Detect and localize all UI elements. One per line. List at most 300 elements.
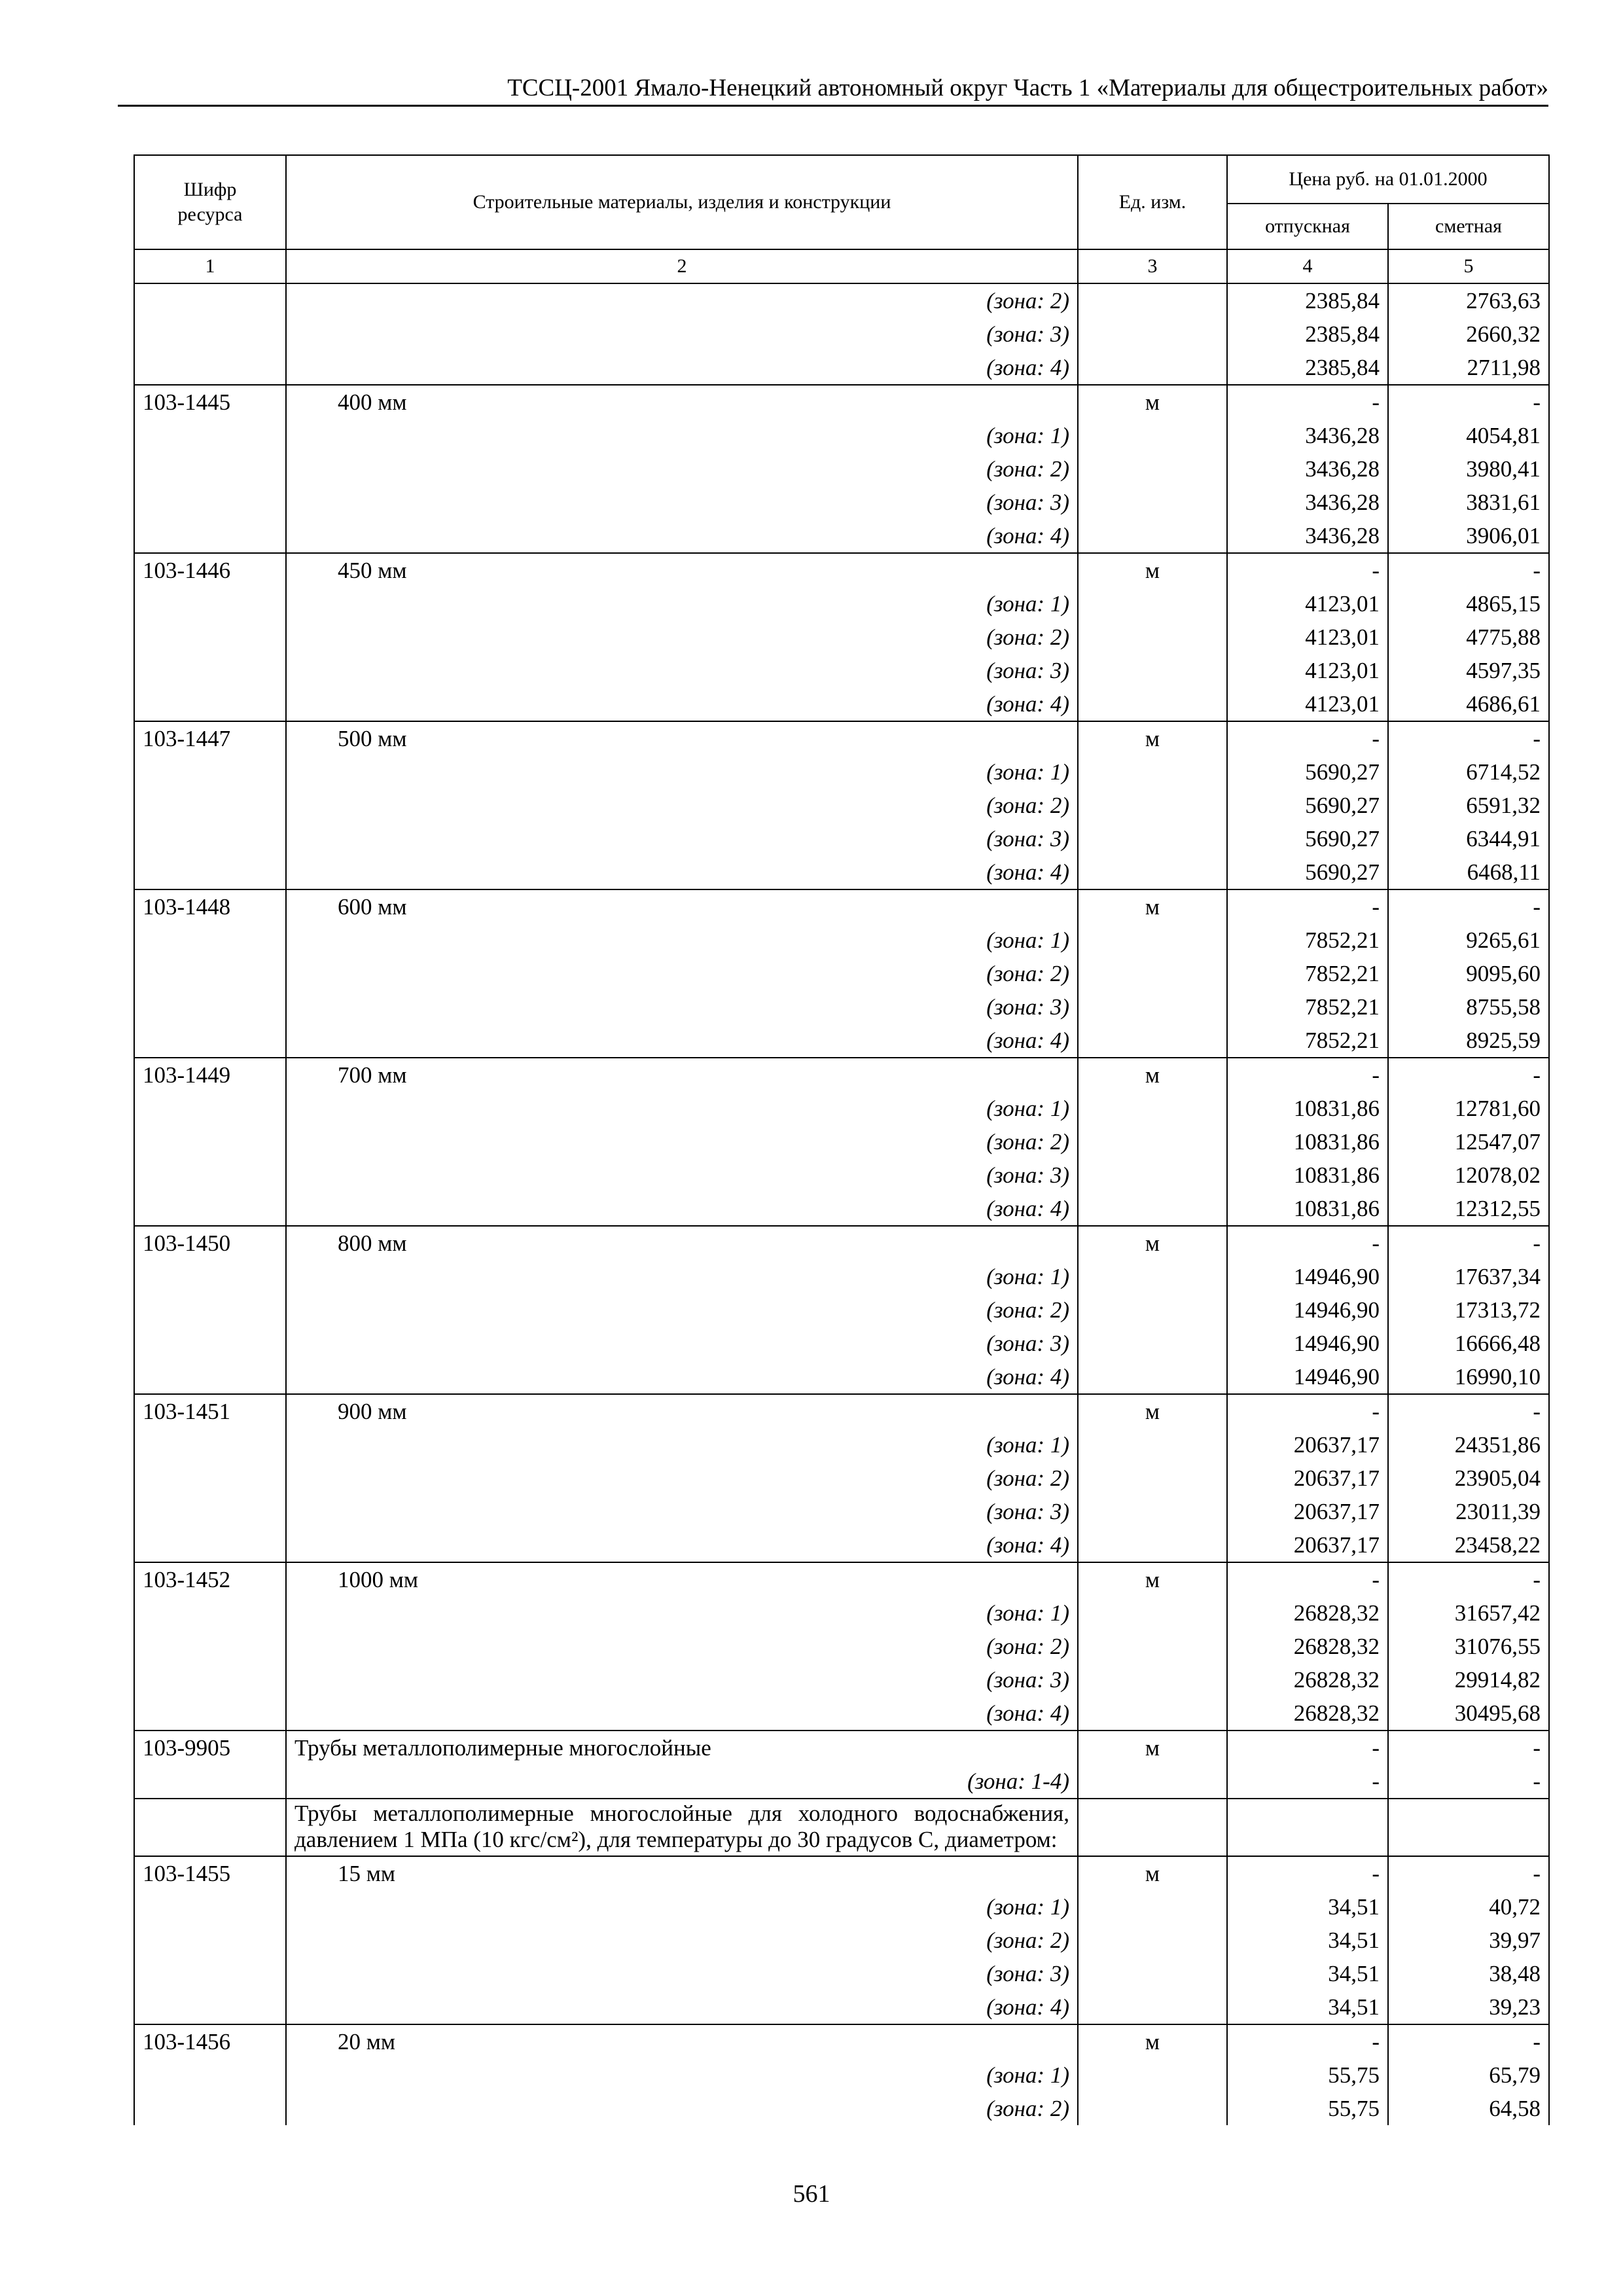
table-row [134,587,1549,620]
resource-code [134,1158,286,1192]
resource-code [134,1462,286,1495]
table-row [134,755,1549,789]
resource-code [134,283,286,317]
release-price: 4123,01 [1227,587,1388,620]
resource-code [134,1293,286,1327]
material-name: 500 мм [286,721,1078,755]
table-row [134,1924,1549,1957]
resource-code [134,855,286,889]
zone-label: (зона: 4) [286,1192,1078,1226]
table-row [134,1192,1549,1226]
zone-label: (зона: 1) [286,1596,1078,1630]
table-row [134,1360,1549,1394]
table-row [134,1428,1549,1462]
resource-code [134,789,286,822]
release-price: - [1227,1226,1388,1260]
zone-label: (зона: 3) [286,654,1078,687]
table-row [134,654,1549,687]
unit-of-measure: м [1078,2024,1227,2058]
release-price: 10831,86 [1227,1092,1388,1125]
document-header-title: ТССЦ-2001 Ямало-Ненецкий автономный округ Часть 1 «Материалы для общестроительных работ» [507,75,1548,101]
zone-label: (зона: 4) [286,351,1078,385]
release-price: - [1227,1856,1388,1890]
header-release-price: отпускная [1227,204,1388,249]
estimate-price: 8925,59 [1388,1024,1549,1058]
unit-of-measure [1078,1428,1227,1462]
estimate-price: 23905,04 [1388,1462,1549,1495]
release-price: 14946,90 [1227,1293,1388,1327]
release-price: 10831,86 [1227,1158,1388,1192]
unit-of-measure [1078,351,1227,385]
zone-label: (зона: 1) [286,2058,1078,2092]
zone-label: (зона: 2) [286,1293,1078,1327]
table-row [134,721,1549,755]
header-unit: Ед. изм. [1078,155,1227,249]
table-row [134,1260,1549,1293]
release-price: 7852,21 [1227,924,1388,957]
table-row [134,957,1549,990]
release-price: - [1227,1731,1388,1765]
resource-code [134,1799,286,1856]
resource-code: 103-1450 [134,1226,286,1260]
zone-label: (зона: 2) [286,620,1078,654]
table-row [134,1799,1549,1856]
table-row [134,1596,1549,1630]
estimate-price: 4054,81 [1388,419,1549,452]
estimate-price: 2763,63 [1388,283,1549,317]
zone-label: (зона: 3) [286,317,1078,351]
table-row [134,419,1549,452]
unit-of-measure [1078,1765,1227,1799]
release-price: 2385,84 [1227,351,1388,385]
resource-code [134,1765,286,1799]
price-table [134,154,1550,2125]
estimate-price: 39,97 [1388,1924,1549,1957]
zone-label: (зона: 1) [286,1428,1078,1462]
release-price: 20637,17 [1227,1462,1388,1495]
resource-code [134,486,286,519]
table-row [134,2058,1549,2092]
resource-code: 103-1449 [134,1058,286,1092]
resource-code: 103-1446 [134,553,286,587]
resource-code: 103-1452 [134,1562,286,1596]
release-price: 2385,84 [1227,317,1388,351]
header-price: Цена руб. на 01.01.2000 [1227,155,1549,204]
unit-of-measure [1078,1462,1227,1495]
estimate-price: 17313,72 [1388,1293,1549,1327]
release-price: 5690,27 [1227,789,1388,822]
release-price: 14946,90 [1227,1360,1388,1394]
resource-code [134,1428,286,1462]
table-row [134,889,1549,924]
resource-code [134,1260,286,1293]
release-price: 34,51 [1227,1890,1388,1924]
release-price: 20637,17 [1227,1495,1388,1528]
material-name: 900 мм [286,1394,1078,1428]
material-name: 800 мм [286,1226,1078,1260]
unit-of-measure [1078,419,1227,452]
table-row [134,1058,1549,1092]
zone-label: (зона: 4) [286,1528,1078,1562]
table-row [134,1630,1549,1663]
zone-label: (зона: 3) [286,1663,1078,1696]
release-price: 14946,90 [1227,1327,1388,1360]
release-price: 4123,01 [1227,620,1388,654]
release-price: 34,51 [1227,1990,1388,2024]
release-price: - [1227,1765,1388,1799]
zone-label: (зона: 1) [286,924,1078,957]
unit-of-measure: м [1078,385,1227,419]
unit-of-measure [1078,317,1227,351]
estimate-price: 12547,07 [1388,1125,1549,1158]
table-row [134,1696,1549,1731]
column-number: 2 [286,249,1078,283]
zone-label: (зона: 2) [286,1630,1078,1663]
zone-label: (зона: 1) [286,1890,1078,1924]
release-price: 26828,32 [1227,1596,1388,1630]
unit-of-measure [1078,1799,1227,1856]
table-row [134,2092,1549,2125]
estimate-price: 64,58 [1388,2092,1549,2125]
estimate-price: 3831,61 [1388,486,1549,519]
unit-of-measure [1078,957,1227,990]
resource-code: 103-9905 [134,1731,286,1765]
release-price: 5690,27 [1227,822,1388,855]
release-price: 26828,32 [1227,1696,1388,1731]
release-price: 10831,86 [1227,1125,1388,1158]
estimate-price: 9095,60 [1388,957,1549,990]
estimate-price: - [1388,385,1549,419]
zone-label: (зона: 3) [286,486,1078,519]
table-row [134,789,1549,822]
estimate-price: 16990,10 [1388,1360,1549,1394]
unit-of-measure [1078,1696,1227,1731]
release-price: 5690,27 [1227,855,1388,889]
table-row [134,1394,1549,1428]
zone-label: (зона: 4) [286,1360,1078,1394]
unit-of-measure [1078,789,1227,822]
table-body [134,283,1549,2125]
unit-of-measure [1078,855,1227,889]
unit-of-measure: м [1078,721,1227,755]
unit-of-measure [1078,2058,1227,2092]
estimate-price: 4686,61 [1388,687,1549,721]
table-row [134,1092,1549,1125]
table-row [134,1125,1549,1158]
header-code: Шифр ресурса [134,155,286,249]
material-name: 700 мм [286,1058,1078,1092]
estimate-price: 2711,98 [1388,351,1549,385]
unit-of-measure [1078,1092,1227,1125]
unit-of-measure [1078,1158,1227,1192]
resource-code: 103-1448 [134,889,286,924]
resource-code [134,1890,286,1924]
zone-label: (зона: 1) [286,1092,1078,1125]
column-number: 1 [134,249,286,283]
release-price: 55,75 [1227,2092,1388,2125]
estimate-price: 24351,86 [1388,1428,1549,1462]
page-number: 561 [793,2180,830,2208]
unit-of-measure [1078,283,1227,317]
table-row [134,2024,1549,2058]
resource-code [134,1663,286,1696]
estimate-price: 40,72 [1388,1890,1549,1924]
table-row [134,1957,1549,1990]
material-name: 15 мм [286,1856,1078,1890]
release-price: 34,51 [1227,1957,1388,1990]
resource-code [134,452,286,486]
zone-label: (зона: 1) [286,419,1078,452]
release-price: - [1227,1394,1388,1428]
unit-of-measure [1078,822,1227,855]
resource-code [134,1528,286,1562]
estimate-price: - [1388,1731,1549,1765]
release-price: 7852,21 [1227,957,1388,990]
estimate-price: - [1388,1562,1549,1596]
zone-label: (зона: 1) [286,1260,1078,1293]
estimate-price: 6591,32 [1388,789,1549,822]
estimate-price: - [1388,889,1549,924]
estimate-price: 12078,02 [1388,1158,1549,1192]
release-price: 20637,17 [1227,1528,1388,1562]
column-number: 5 [1388,249,1549,283]
estimate-price: 8755,58 [1388,990,1549,1024]
table-row [134,452,1549,486]
unit-of-measure [1078,1630,1227,1663]
unit-of-measure [1078,620,1227,654]
column-number: 3 [1078,249,1227,283]
table-row [134,1024,1549,1058]
estimate-price: 38,48 [1388,1957,1549,1990]
zone-label: (зона: 2) [286,2092,1078,2125]
estimate-price: 31657,42 [1388,1596,1549,1630]
estimate-price: 12781,60 [1388,1092,1549,1125]
table-row [134,283,1549,317]
release-price: 2385,84 [1227,283,1388,317]
material-name: 20 мм [286,2024,1078,2058]
table-row [134,317,1549,351]
resource-code [134,587,286,620]
material-group-name: Трубы металлополимерные многослойные [286,1731,1078,1765]
material-name: 600 мм [286,889,1078,924]
resource-code [134,687,286,721]
resource-code [134,1024,286,1058]
estimate-price: 29914,82 [1388,1663,1549,1696]
release-price: - [1227,1562,1388,1596]
estimate-price: 3906,01 [1388,519,1549,553]
estimate-price: 12312,55 [1388,1192,1549,1226]
unit-of-measure: м [1078,553,1227,587]
resource-code [134,2092,286,2125]
table-row [134,1158,1549,1192]
release-price: 3436,28 [1227,519,1388,553]
resource-code [134,519,286,553]
unit-of-measure [1078,654,1227,687]
table-row [134,1293,1549,1327]
unit-of-measure: м [1078,1058,1227,1092]
table-row [134,990,1549,1024]
table-row [134,1990,1549,2024]
zone-label: (зона: 1-4) [286,1765,1078,1799]
unit-of-measure: м [1078,1394,1227,1428]
zone-label: (зона: 1) [286,755,1078,789]
table-row [134,855,1549,889]
estimate-price: - [1388,1226,1549,1260]
table-row [134,486,1549,519]
release-price: - [1227,2024,1388,2058]
unit-of-measure [1078,1990,1227,2024]
material-name: 400 мм [286,385,1078,419]
release-price: 5690,27 [1227,755,1388,789]
release-price: 3436,28 [1227,452,1388,486]
release-price: 4123,01 [1227,687,1388,721]
table-row [134,1462,1549,1495]
table-row [134,1327,1549,1360]
unit-of-measure [1078,1663,1227,1696]
unit-of-measure: м [1078,889,1227,924]
release-price: 14946,90 [1227,1260,1388,1293]
unit-of-measure [1078,1260,1227,1293]
table-row [134,1528,1549,1562]
resource-code [134,822,286,855]
zone-label: (зона: 4) [286,1024,1078,1058]
resource-code [134,990,286,1024]
table-row [134,1495,1549,1528]
unit-of-measure [1078,1293,1227,1327]
zone-label: (зона: 3) [286,1957,1078,1990]
unit-of-measure [1078,519,1227,553]
unit-of-measure [1078,452,1227,486]
estimate-price: - [1388,1394,1549,1428]
table-row [134,620,1549,654]
zone-label: (зона: 1) [286,587,1078,620]
estimate-price: 6468,11 [1388,855,1549,889]
release-price: 7852,21 [1227,990,1388,1024]
unit-of-measure [1078,1890,1227,1924]
table-row [134,687,1549,721]
unit-of-measure [1078,1495,1227,1528]
estimate-price: 17637,34 [1388,1260,1549,1293]
column-number: 4 [1227,249,1388,283]
zone-label: (зона: 3) [286,1495,1078,1528]
estimate-price: 2660,32 [1388,317,1549,351]
resource-code [134,1192,286,1226]
resource-code [134,1327,286,1360]
resource-code [134,317,286,351]
unit-of-measure [1078,1024,1227,1058]
unit-of-measure [1078,1125,1227,1158]
table-row [134,385,1549,419]
zone-label: (зона: 4) [286,1696,1078,1731]
resource-code [134,1924,286,1957]
estimate-price: 30495,68 [1388,1696,1549,1731]
resource-code [134,1495,286,1528]
table-row [134,553,1549,587]
release-price: - [1227,889,1388,924]
release-price: - [1227,1058,1388,1092]
release-price: - [1227,385,1388,419]
table-row [134,1226,1549,1260]
resource-code [134,1125,286,1158]
estimate-price: 4865,15 [1388,587,1549,620]
estimate-price: - [1388,553,1549,587]
section-description: Трубы металлополимерные многослойные для холодного водоснабжения, давлением 1 МПа (10 кгс/см²), для температуры до 30 градусов С, диаметром: [286,1799,1078,1856]
estimate-price: 4597,35 [1388,654,1549,687]
estimate-price: 65,79 [1388,2058,1549,2092]
estimate-price: 31076,55 [1388,1630,1549,1663]
zone-label: (зона: 2) [286,452,1078,486]
zone-label: (зона: 4) [286,519,1078,553]
resource-code [134,1630,286,1663]
zone-label: (зона: 3) [286,990,1078,1024]
zone-label: (зона: 2) [286,1462,1078,1495]
estimate-price: 39,23 [1388,1990,1549,2024]
release-price: 3436,28 [1227,419,1388,452]
resource-code [134,419,286,452]
resource-code [134,351,286,385]
zone-label: (зона: 4) [286,855,1078,889]
resource-code: 103-1447 [134,721,286,755]
release-price: 4123,01 [1227,654,1388,687]
zone-label: (зона: 2) [286,283,1078,317]
unit-of-measure [1078,687,1227,721]
release-price: 7852,21 [1227,1024,1388,1058]
header-name: Строительные материалы, изделия и конструкции [286,155,1078,249]
unit-of-measure [1078,1327,1227,1360]
table-row [134,1890,1549,1924]
estimate-price: 6344,91 [1388,822,1549,855]
resource-code [134,1990,286,2024]
zone-label: (зона: 2) [286,1125,1078,1158]
release-price: 10831,86 [1227,1192,1388,1226]
unit-of-measure [1078,924,1227,957]
table-row [134,822,1549,855]
zone-label: (зона: 4) [286,1990,1078,2024]
resource-code [134,620,286,654]
zone-label: (зона: 3) [286,1158,1078,1192]
resource-code: 103-1445 [134,385,286,419]
table-row [134,1731,1549,1765]
release-price: 3436,28 [1227,486,1388,519]
table-row [134,1856,1549,1890]
unit-of-measure: м [1078,1562,1227,1596]
table-row [134,1765,1549,1799]
unit-of-measure: м [1078,1731,1227,1765]
zone-label: (зона: 3) [286,1327,1078,1360]
table-row [134,924,1549,957]
resource-code: 103-1456 [134,2024,286,2058]
estimate-price: 9265,61 [1388,924,1549,957]
release-price: 20637,17 [1227,1428,1388,1462]
unit-of-measure [1078,1924,1227,1957]
estimate-price: - [1388,721,1549,755]
estimate-price: 23011,39 [1388,1495,1549,1528]
zone-label: (зона: 2) [286,789,1078,822]
estimate-price: 23458,22 [1388,1528,1549,1562]
unit-of-measure [1078,1596,1227,1630]
resource-code [134,1957,286,1990]
release-price: 26828,32 [1227,1630,1388,1663]
unit-of-measure [1078,755,1227,789]
release-price: 26828,32 [1227,1663,1388,1696]
resource-code [134,1360,286,1394]
release-price: - [1227,721,1388,755]
estimate-price: - [1388,1856,1549,1890]
unit-of-measure [1078,1957,1227,1990]
table-row [134,1663,1549,1696]
unit-of-measure: м [1078,1856,1227,1890]
resource-code: 103-1451 [134,1394,286,1428]
